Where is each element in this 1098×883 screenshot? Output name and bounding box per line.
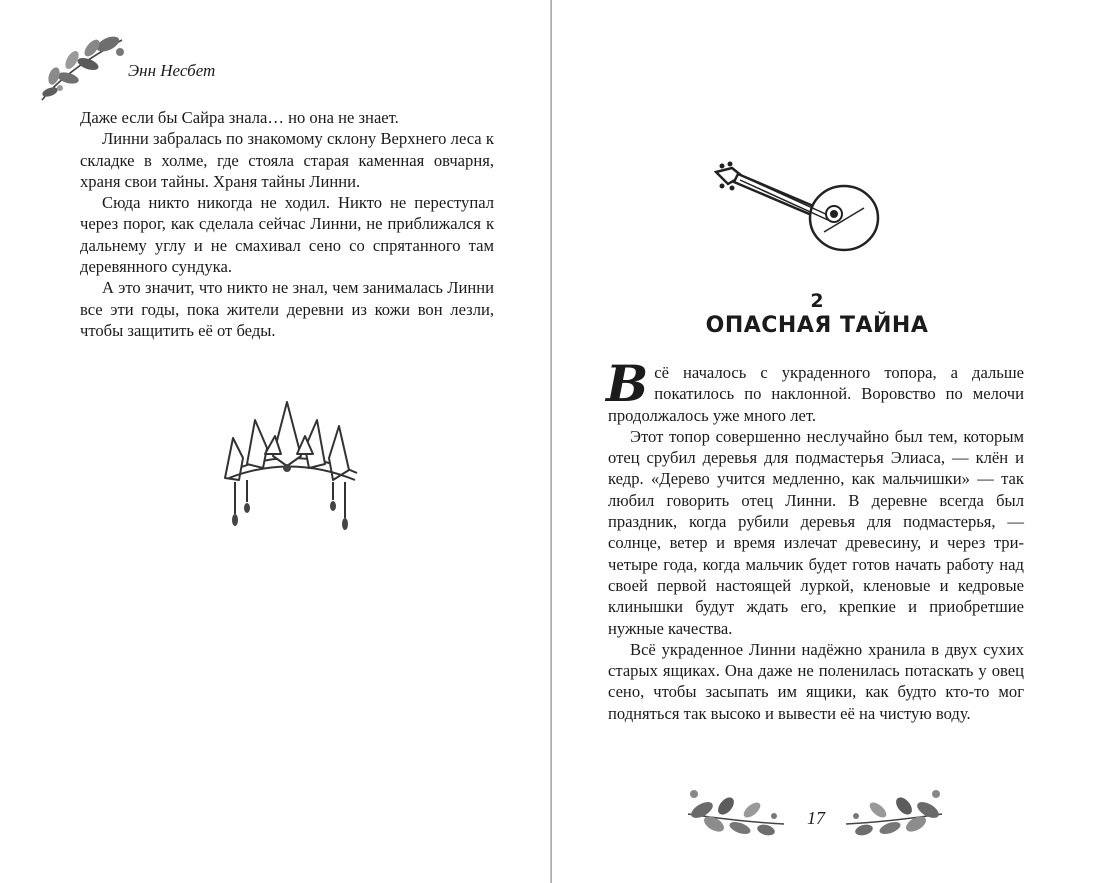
drop-cap: В [606,354,649,413]
oak-leaves-icon [36,30,128,104]
paragraph: Линни забралась по знакомому склону Верхнего леса к складке в холме, где стояла старая каменная овчарня, храня свои тайны. Храня тайны Линни. [80,129,494,191]
paragraph: А это значит, что никто не знал, чем занималась Линни все эти годы, пока жители деревни из кожи вон лезли, чтобы защитить её от беды. [80,278,494,340]
oak-leaves-icon [684,784,788,838]
paragraph: Сюда никто никогда не ходил. Никто не переступал через порог, как сделала сейчас Линни, не приближался к дальнему углу и не смахивал сено со спрятанного там деревянного сундука. [80,193,494,277]
running-head: Энн Несбет [128,61,216,80]
chapter-number: 2 [810,290,824,312]
page-number: 17 [807,808,825,828]
paragraph [606,354,1024,426]
crown-icon [217,398,365,548]
paragraph: Даже если бы Сайра знала… но она не знает. [80,108,399,127]
oak-leaves-icon [842,784,946,838]
first-paragraph-text: сё началось с украденного топора, а дальше покатилось по наклонной. Воровство по мелочи продолжалось уже много лет. [608,363,1024,425]
mandolin-icon [714,160,880,256]
left-body-text [80,107,494,341]
right-body-text [606,354,1024,724]
chapter-title: ОПАСНАЯ ТАЙНА [705,313,929,338]
paragraph: Всё украденное Линни надёжно хранила в двух сухих старых ящиках. Она даже не поленилась потаскать у овец сено, чтобы засыпать им ящики, как будто кто-то мог подняться так высоко и вывести её на чистую воду. [608,639,1024,723]
paragraph: Этот топор совершенно неслучайно был тем, которым отец срубил деревья для подмастерья Элиаса, — клён и кедр. «Дерево учится медленно, как мальчишки» — так любил говорить отец Линни. В деревне всегда был праздник, когда рубили деревья для подмастерья, — солнце, ветер и время излечат древесину, и через три-четыре года, когда мальчик будет готов начать работу над своей первой настоящей луркой, кленовые и кедровые клинышки будут ждать его, крепкие и приобретшие нужные качества. [608,426,1024,638]
